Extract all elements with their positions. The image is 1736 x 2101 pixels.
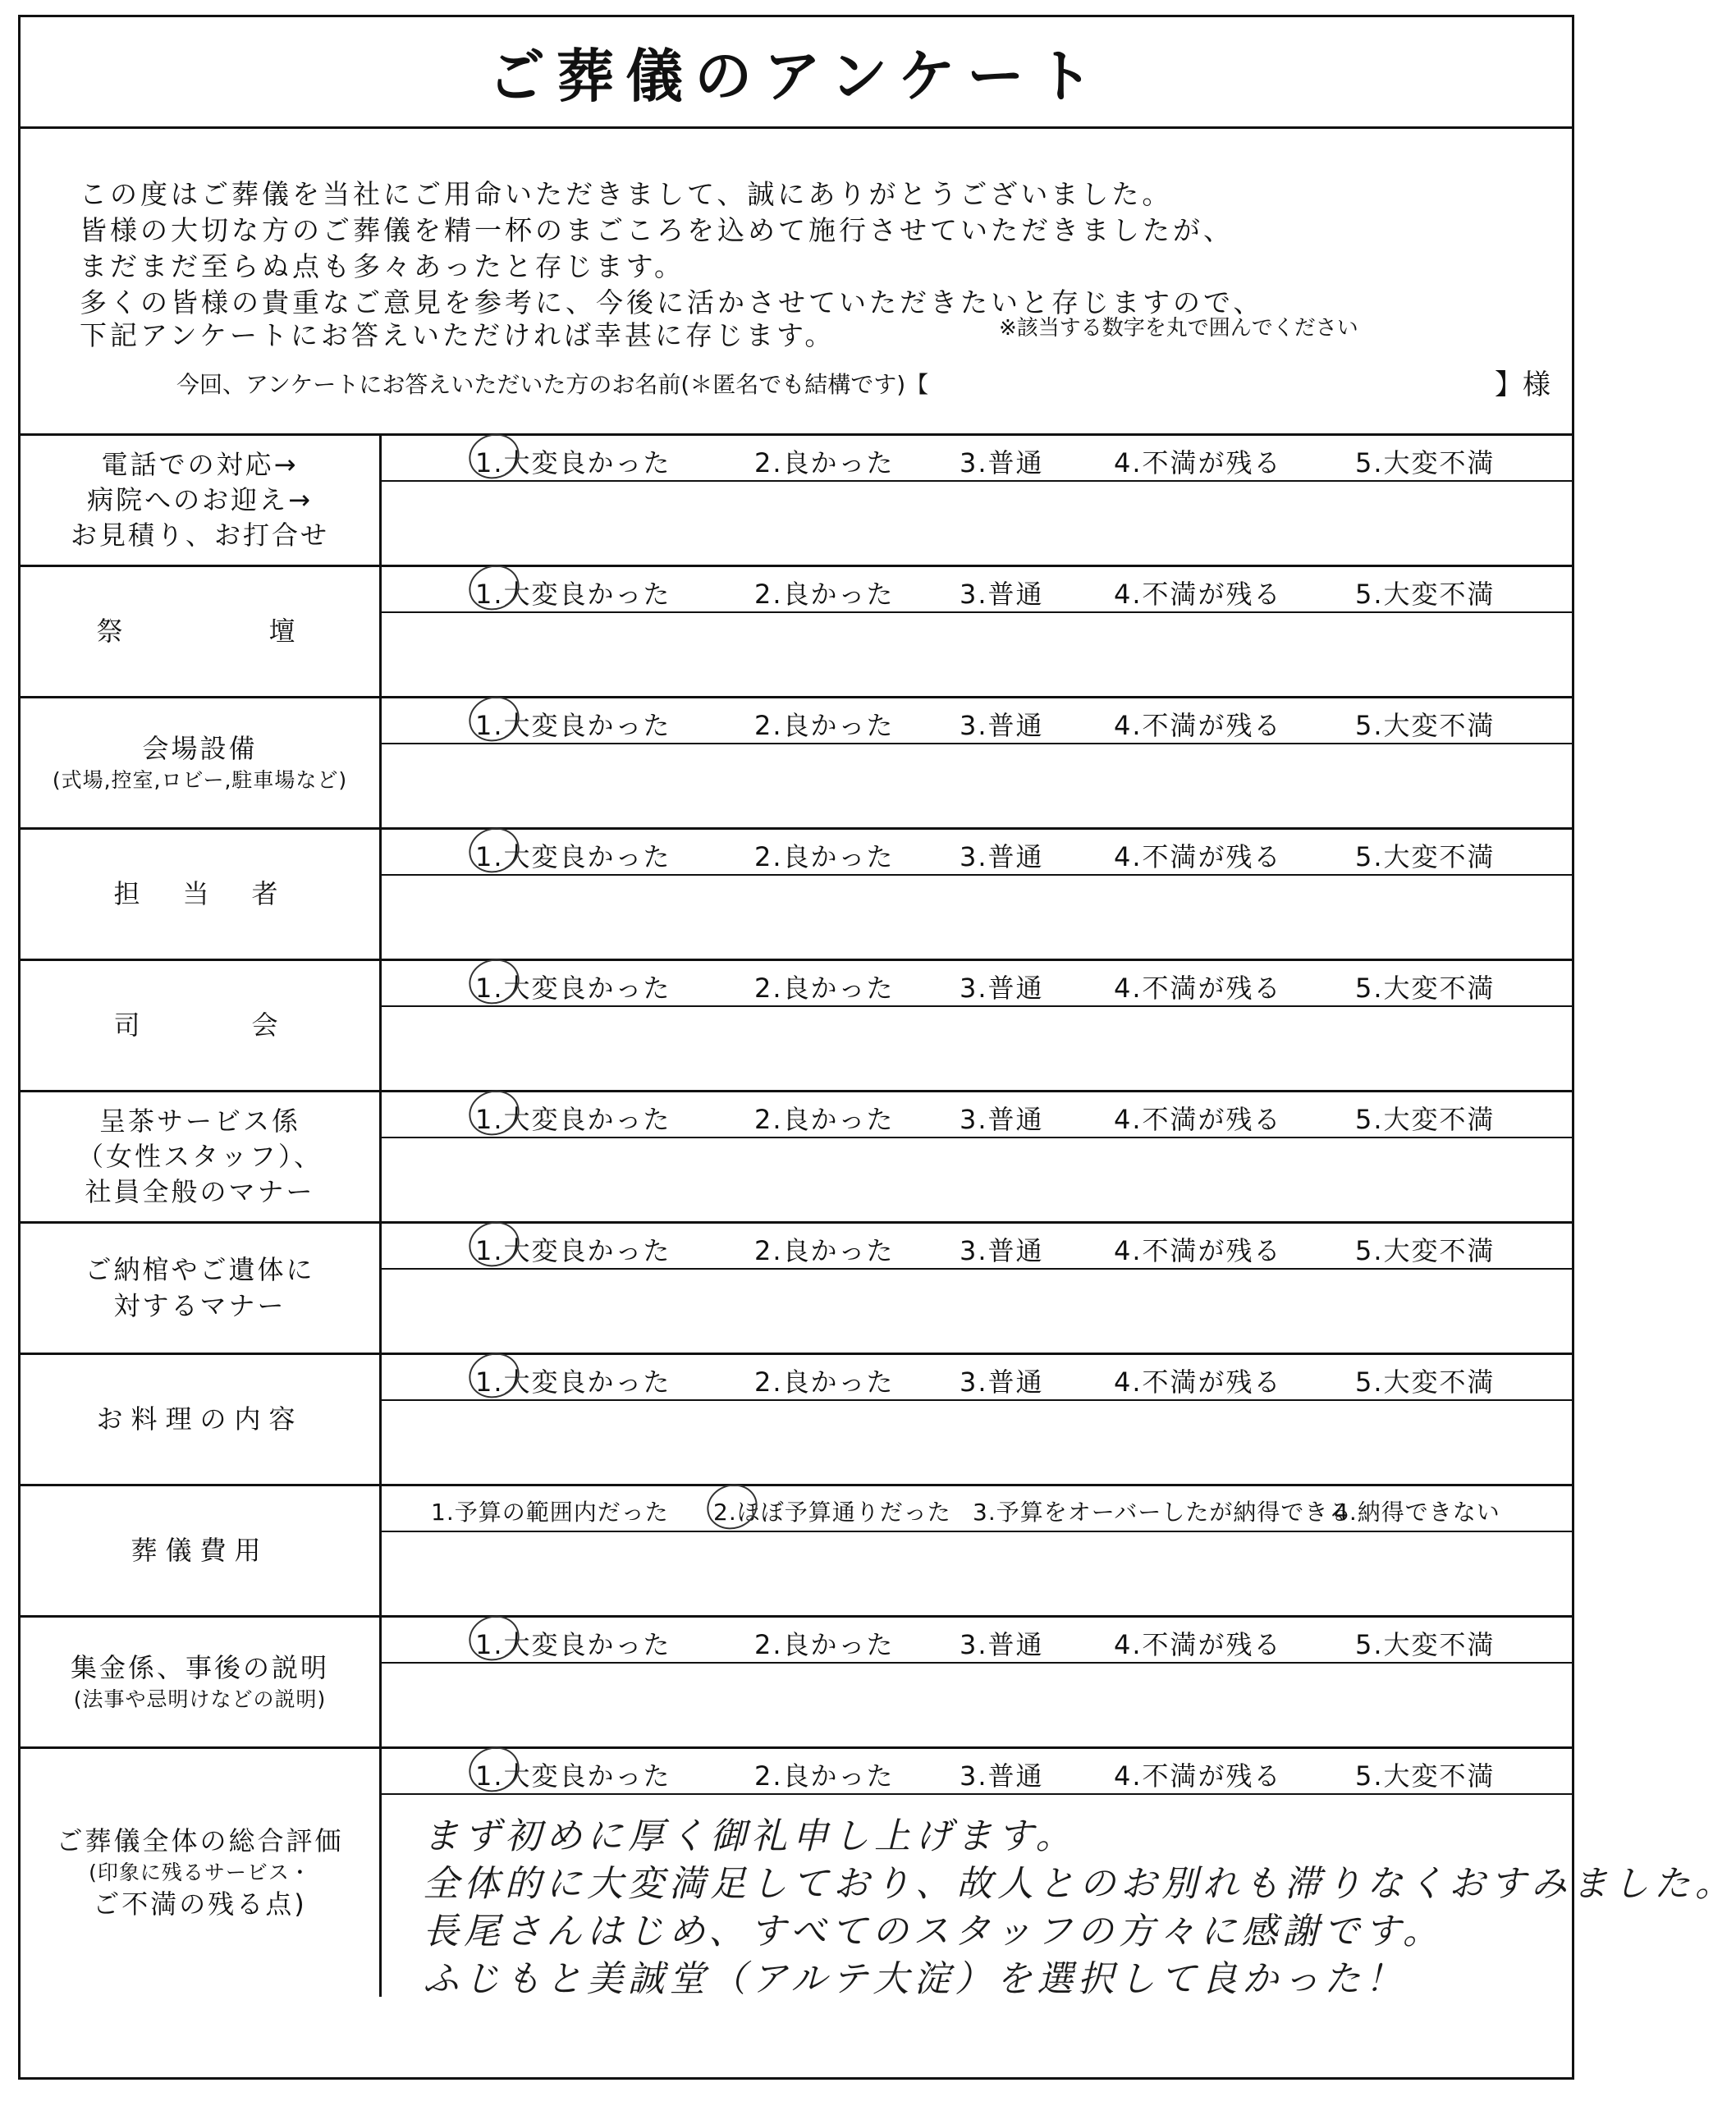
answer-option[interactable]: 5.大変不満 — [1355, 579, 1496, 610]
question-row — [21, 830, 1572, 961]
answer-options — [382, 1224, 1572, 1270]
question-label-line: 葬儀費用 — [131, 1534, 269, 1566]
answer-option[interactable]: 4.不満が残る — [1114, 710, 1282, 741]
question-label — [21, 1486, 382, 1615]
answer-option[interactable]: 3.普通 — [960, 1366, 1044, 1398]
answer-option[interactable]: 1.大変良かった — [475, 1366, 671, 1398]
answer-option[interactable]: 2.良かった — [754, 447, 895, 478]
comment-area[interactable] — [382, 1664, 1572, 1746]
question-label-line: 社員全般のマナー — [85, 1176, 315, 1208]
answer-option[interactable]: 5.大変不満 — [1355, 1760, 1496, 1792]
answer-option[interactable]: 5.大変不満 — [1355, 710, 1496, 741]
question-label-line: お見積り、お打合せ — [70, 520, 329, 552]
question-label-line: ご不満の残る点) — [93, 1888, 307, 1920]
answer-option[interactable]: 1.大変良かった — [475, 841, 671, 872]
answer-option[interactable]: 2.良かった — [754, 1366, 895, 1398]
answer-option[interactable]: 4.不満が残る — [1114, 447, 1282, 478]
answer-options — [382, 436, 1572, 482]
answer-option[interactable]: 5.大変不満 — [1355, 1235, 1496, 1266]
comment-area[interactable] — [382, 876, 1572, 959]
question-row — [21, 1224, 1572, 1355]
question-label — [21, 961, 382, 1090]
question-label-line: 司 会 — [113, 1009, 286, 1041]
answer-option[interactable]: 4.不満が残る — [1114, 1104, 1282, 1135]
question-label-line: ご葬儀全体の総合評価 — [56, 1824, 344, 1856]
question-label — [21, 1092, 382, 1221]
question-row — [21, 436, 1572, 567]
answer-option[interactable]: 2.良かった — [754, 579, 895, 610]
handwritten-comment-line: ふじもと美誠堂（アルテ大淀）を選択して良かった！ — [423, 1958, 1407, 2000]
comment-area[interactable] — [382, 1138, 1572, 1221]
question-label — [21, 1224, 382, 1353]
answer-option[interactable]: 5.大変不満 — [1355, 1366, 1496, 1398]
answer-option[interactable]: 1.大変良かった — [475, 447, 671, 478]
answer-option[interactable]: 3.普通 — [960, 973, 1044, 1004]
answer-option[interactable]: 5.大変不満 — [1355, 973, 1496, 1004]
answer-option[interactable]: 3.普通 — [960, 1104, 1044, 1135]
answer-option[interactable]: 4.不満が残る — [1114, 1235, 1282, 1266]
question-label-line: （女性スタッフ）、 — [76, 1140, 323, 1172]
intro-line: この度はご葬儀を当社にご用命いただきまして、誠にありがとうございました。 — [80, 178, 1173, 210]
question-row — [21, 1355, 1572, 1486]
answer-option[interactable]: 4.納得できない — [1334, 1499, 1500, 1526]
answer-option[interactable]: 1.大変良かった — [475, 579, 671, 610]
answer-options — [382, 1749, 1572, 1795]
handwritten-comment-line: 長尾さんはじめ、すべてのスタッフの方々に感謝です。 — [423, 1911, 1444, 1952]
question-row — [21, 567, 1572, 698]
intro-section — [21, 129, 1572, 436]
question-label — [21, 698, 382, 827]
answer-option[interactable]: 5.大変不満 — [1355, 1104, 1496, 1135]
answer-option[interactable]: 2.良かった — [754, 710, 895, 741]
answer-option[interactable]: 2.良かった — [754, 1760, 895, 1792]
answer-option[interactable]: 1.大変良かった — [475, 710, 671, 741]
intro-line: 多くの皆様の貴重なご意見を参考に、今後に活かさせていただきたいと存じますので、 — [80, 286, 1264, 318]
answer-option[interactable]: 3.普通 — [960, 447, 1044, 478]
question-label-line: 電話での対応→ — [101, 448, 299, 480]
question-label-line: (印象に残るサービス・ — [89, 1861, 311, 1885]
handwritten-comment-line: 全体的に大変満足しており、故人とのお別れも滞りなくおすみました。 — [423, 1863, 1736, 1905]
instruction-note: ※該当する数字を丸で囲んでください — [999, 316, 1358, 341]
question-row — [21, 1618, 1572, 1749]
question-label-line: ご納棺やご遺体に — [85, 1254, 315, 1286]
question-label-line: 祭 壇 — [96, 615, 304, 647]
answer-option[interactable]: 1.大変良かった — [475, 973, 671, 1004]
answer-option[interactable]: 1.予算の範囲内だった — [431, 1499, 669, 1526]
name-prompt: 今回、アンケートにお答えいただいた方のお名前(＊匿名でも結構です)【 — [176, 371, 929, 398]
answer-option[interactable]: 2.良かった — [754, 1629, 895, 1660]
question-label-line: (式場,控室,ロビー,駐車場など) — [52, 768, 348, 793]
answer-option[interactable]: 4.不満が残る — [1114, 579, 1282, 610]
comment-area[interactable] — [382, 1007, 1572, 1090]
question-label — [21, 436, 382, 565]
question-label — [21, 1618, 382, 1746]
question-row — [21, 1092, 1572, 1224]
handwritten-comment-line: まず初めに厚く御礼申し上げます。 — [423, 1815, 1077, 1857]
answer-options — [382, 1355, 1572, 1401]
answer-option[interactable]: 4.不満が残る — [1114, 1629, 1282, 1660]
question-label — [21, 1355, 382, 1484]
question-row — [21, 1486, 1572, 1618]
answer-option[interactable]: 3.予算をオーバーしたが納得できる — [973, 1499, 1353, 1526]
name-suffix: 】様 — [1495, 368, 1550, 401]
answer-option[interactable]: 2.ほぼ予算通りだった — [713, 1499, 951, 1526]
comment-area[interactable] — [382, 1795, 1736, 2000]
answer-options — [382, 1486, 1572, 1532]
intro-line: 皆様の大切な方のご葬儀を精一杯のまごころを込めて施行させていただきましたが、 — [80, 214, 1234, 246]
answer-option[interactable]: 4.不満が残る — [1114, 1760, 1282, 1792]
answer-options — [382, 961, 1572, 1007]
answer-option[interactable]: 2.良かった — [754, 1104, 895, 1135]
answer-option[interactable]: 2.良かった — [754, 841, 895, 872]
comment-area[interactable] — [382, 482, 1572, 565]
answer-option[interactable]: 4.不満が残る — [1114, 841, 1282, 872]
answer-option[interactable]: 1.大変良かった — [475, 1104, 671, 1135]
answer-option[interactable]: 3.普通 — [960, 710, 1044, 741]
question-label-line: 担 当 者 — [113, 877, 286, 909]
answer-option[interactable]: 3.普通 — [960, 579, 1044, 610]
answer-option[interactable]: 3.普通 — [960, 1760, 1044, 1792]
answer-option[interactable]: 5.大変不満 — [1355, 1629, 1496, 1660]
answer-option[interactable]: 2.良かった — [754, 973, 895, 1004]
comment-area[interactable] — [382, 1401, 1572, 1484]
comment-area[interactable] — [382, 744, 1572, 827]
answer-option[interactable]: 1.大変良かった — [475, 1235, 671, 1266]
answer-option[interactable]: 1.大変良かった — [475, 1629, 671, 1660]
survey-sheet — [18, 15, 1736, 2080]
question-label-line: 対するマナー — [113, 1289, 286, 1321]
answer-option[interactable]: 3.普通 — [960, 1629, 1044, 1660]
answer-options — [382, 567, 1572, 613]
page-title: ご葬儀のアンケート — [21, 17, 1572, 129]
comment-area[interactable] — [382, 613, 1572, 696]
answer-option[interactable]: 5.大変不満 — [1355, 841, 1496, 872]
question-row — [21, 698, 1572, 830]
answer-options — [382, 1618, 1572, 1664]
comment-area[interactable] — [382, 1532, 1572, 1615]
intro-line: 下記アンケートにお答えいただければ幸甚に存じます。 — [80, 319, 836, 351]
comment-area[interactable] — [382, 1270, 1572, 1353]
answer-option[interactable]: 4.不満が残る — [1114, 973, 1282, 1004]
answer-option[interactable]: 3.普通 — [960, 841, 1044, 872]
question-label-line: 会場設備 — [142, 733, 258, 765]
question-label — [21, 1749, 382, 1997]
answer-option[interactable]: 3.普通 — [960, 1235, 1044, 1266]
answer-options — [382, 698, 1572, 744]
question-label-line: (法事や忌明けなどの説明) — [73, 1687, 327, 1712]
answer-options — [382, 830, 1572, 876]
question-row — [21, 1749, 1736, 2000]
answer-option[interactable]: 4.不満が残る — [1114, 1366, 1282, 1398]
answer-options — [382, 1092, 1572, 1138]
question-row — [21, 961, 1572, 1092]
answer-option[interactable]: 1.大変良かった — [475, 1760, 671, 1792]
question-label-line: 呈茶サービス係 — [98, 1105, 300, 1137]
intro-line: まだまだ至らぬ点も多々あったと存じます。 — [80, 250, 685, 282]
question-label-line: お料理の内容 — [96, 1403, 304, 1435]
answer-option[interactable]: 2.良かった — [754, 1235, 895, 1266]
question-label-line: 病院へのお迎え→ — [87, 483, 313, 515]
question-label-line: 集金係、事後の説明 — [70, 1652, 329, 1684]
answer-option[interactable]: 5.大変不満 — [1355, 447, 1496, 478]
question-label — [21, 830, 382, 959]
question-label — [21, 567, 382, 696]
